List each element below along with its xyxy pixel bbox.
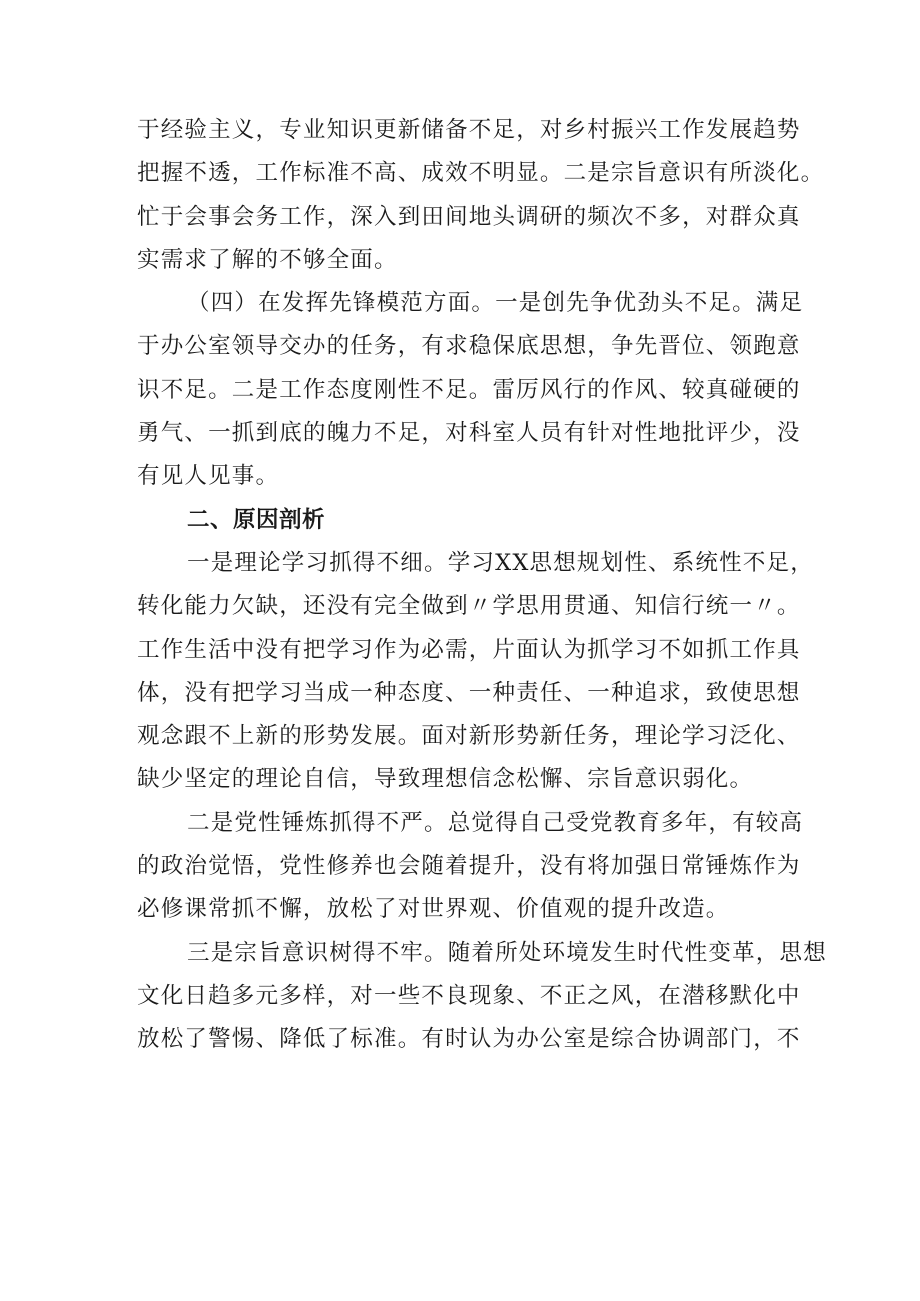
text-line: 放松了警惕、降低了标准。有时认为办公室是综合协调部门，不 [137,1026,801,1053]
text-line: 必修课常抓不懈，放松了对世界观、价值观的提升改造。 [137,896,730,923]
document-body [137,109,827,1062]
text-line: 于办公室领导交办的任务，有求稳保底思想，争先晋位、领跑意 [137,333,801,360]
text-line: 体，没有把学习当成一种态度、一种责任、一种追求，致使思想 [137,679,801,706]
text-line: 观念跟不上新的形势发展。面对新形势新任务，理论学习泛化、 [137,723,801,750]
text-line: 文化日趋多元多样，对一些不良现象、不正之风，在潜移默化中 [137,982,801,1009]
text-line: 实需求了解的不够全面。 [137,246,398,273]
text-line: 的政治觉悟，党性修养也会随着提升，没有将加强日常锤炼作为 [137,853,801,880]
text-line: 转化能力欠缺，还没有完全做到〃学思用贯通、知信行统一〃。 [137,593,801,620]
text-line: 识不足。二是工作态度刚性不足。雷厉风行的作风、较真碰硬的 [137,376,801,403]
text-line: 于经验主义，专业知识更新储备不足，对乡村振兴工作发展趋势 [137,117,801,143]
paragraph-first-line: 三是宗旨意识树得不牢。随着所处环境发生时代性变革，思想 [187,939,827,966]
paragraph-first-line: 二是党性锤炼抓得不严。总觉得自己受党教育多年，有较高 [187,809,804,836]
text-line: 有见人见事。 [137,463,280,490]
text-line: 缺少坚定的理论自信，导致理想信念松懈、宗旨意识弱化。 [137,766,754,793]
text-line: 工作生活中没有把学习作为必需，片面认为抓学习不如抓工作具 [137,636,801,663]
paragraph-first-line: （四）在发挥先锋模范方面。一是创先争优劲头不足。满足 [187,290,804,317]
text-line: 把握不透，工作标准不高、成效不明显。二是宗旨意识有所淡化。 [137,160,825,187]
paragraph-first-line: 一是理论学习抓得不细。学习XX思想规划性、系统性不足， [187,549,814,576]
text-line: 忙于会事会务工作，深入到田间地头调研的频次不多，对群众真 [137,203,801,230]
text-line: 勇气、一抓到底的魄力不足，对科室人员有针对性地批评少，没 [137,420,801,447]
section-heading: 二、原因剖析 [187,506,326,533]
